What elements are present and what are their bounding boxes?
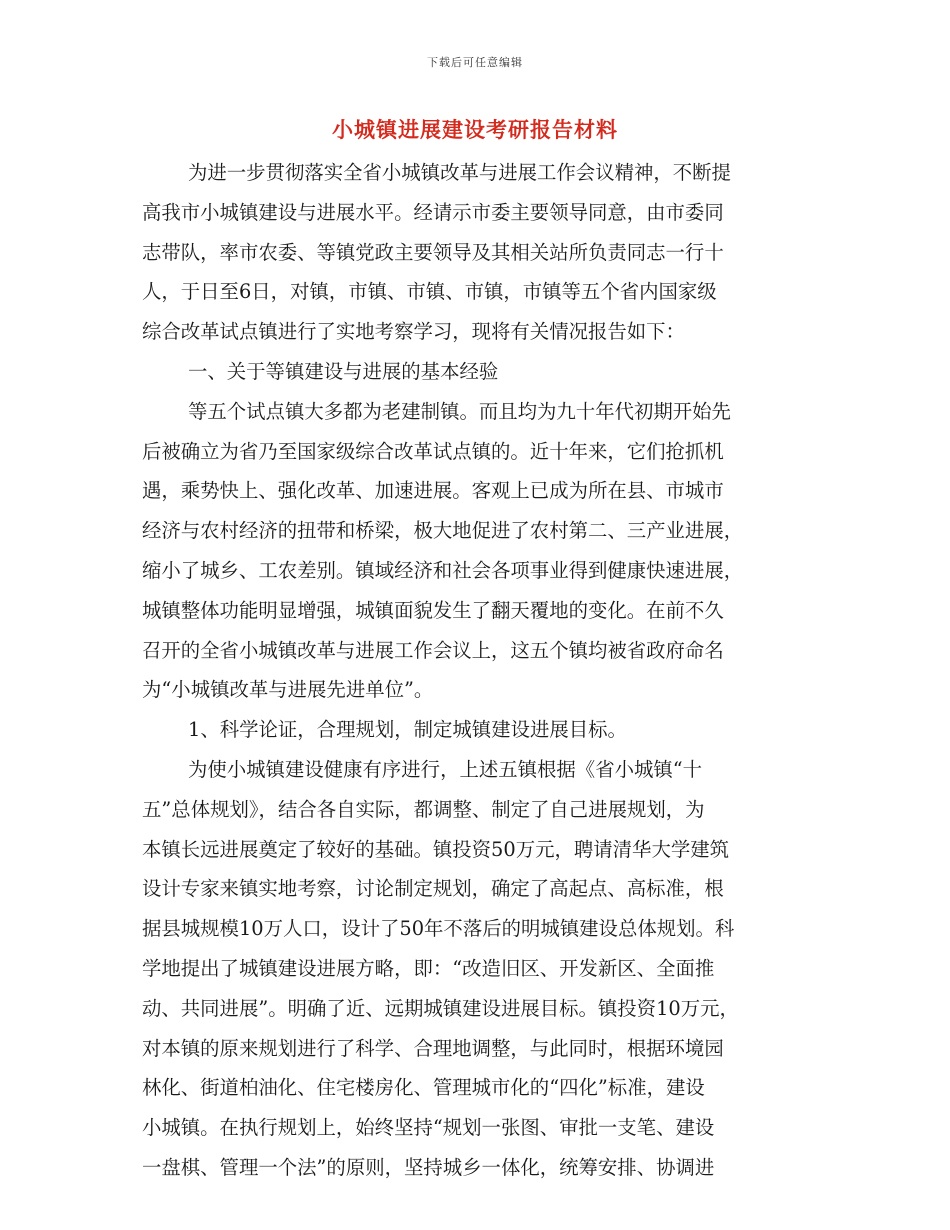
body-line: 志带队，率市农委、等镇党政主要领导及其相关站所负责同志一行十 [142,240,724,264]
subsection-heading: 1、科学论证，合理规划，制定城镇建设进展目标。 [188,718,627,742]
body-line: 一盘棋、管理一个法”的原则，坚持城乡一体化，统筹安排、协调进 [142,1156,715,1179]
body-line: 设计专家来镇实地考察，讨论制定规划，确定了高起点、高标准，根 [142,877,724,901]
body-line: 综合改革试点镇进行了实地考察学习，现将有关情况报告如下： [142,320,685,344]
body-line: 城镇整体功能明显增强，城镇面貌发生了翻天覆地的变化。在前不久 [142,598,724,622]
body-line: 人，于日至6日，对镇，市镇、市镇、市镇，市镇等五个省内国家级 [142,280,717,304]
body-line: 五”总体规划》，结合各自实际，都调整、制定了自己进展规划，为 [142,797,705,821]
body-line: 为“小城镇改革与进展先进单位”。 [142,678,434,702]
body-line: 林化、街道柏油化、住宅楼房化、管理城市化的“四化”标准，建设 [142,1076,705,1100]
body-line: 为使小城镇建设健康有序进行，上述五镇根据《省小城镇“十 [188,758,703,781]
body-line: 为进一步贯彻落实全省小城镇改革与进展工作会议精神，不断提 [188,161,731,184]
body-line: 缩小了城乡、工农差别。镇域经济和社会各项事业得到健康快速进展， [142,559,744,582]
body-line: 据县城规模10万人口，设计了50年不落后的明城镇建设总体规划。科 [142,917,735,941]
document-title: 小城镇进展建设考研报告材料 [332,117,618,142]
header-note: 下载后可任意编辑 [427,56,523,69]
body-line: 高我市小城镇建设与进展水平。经请示市委主要领导同意，由市委同 [142,200,724,224]
body-line: 后被确立为省乃至国家级综合改革试点镇的。近十年来，它们抢抓机 [142,439,724,463]
body-line: 等五个试点镇大多都为老建制镇。而且均为九十年代初期开始先 [188,399,731,423]
body-line: 遇，乘势快上、强化改革、加速进展。客观上已成为所在县、市城市 [142,479,724,503]
body-line: 学地提出了城镇建设进展方略，即：“改造旧区、开发新区、全面推 [142,957,715,980]
body-line: 小城镇。在执行规划上，始终坚持“规划一张图、审批一支笔、建设 [142,1116,715,1140]
body-line: 经济与农村经济的扭带和桥梁，极大地促进了农村第二、三产业进展， [142,519,744,543]
body-line: 对本镇的原来规划进行了科学、合理地调整，与此同时，根据环境园 [142,1036,724,1060]
section-heading: 一、关于等镇建设与进展的基本经验 [188,360,499,383]
body-line: 动、共同进展”。明确了近、远期城镇建设进展目标。镇投资10万元， [142,996,739,1020]
body-line: 召开的全省小城镇改革与进展工作会议上，这五个镇均被省政府命名 [142,638,724,662]
body-line: 本镇长远进展奠定了较好的基础。镇投资50万元，聘请清华大学建筑 [142,837,730,861]
